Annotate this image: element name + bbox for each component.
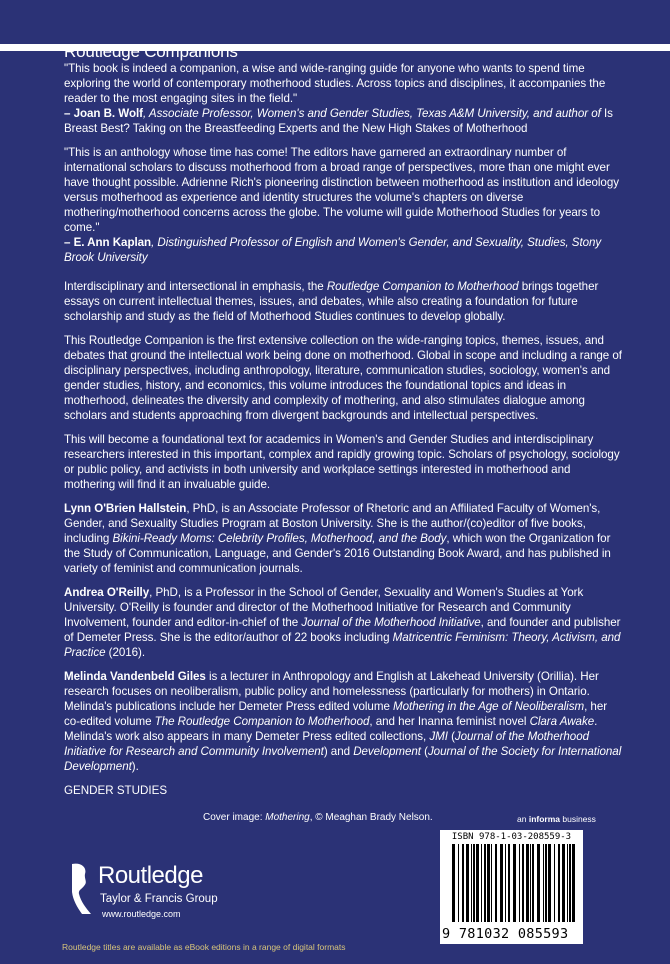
text: (2016). [105, 646, 146, 659]
text: brings together essays on current intellectual themes, issues, and debates, while also creating a foundation for future scholarship and study as the field of Motherhood Studies continues to develop globally. [64, 280, 599, 323]
book-title: Routledge Companion to Motherhood [326, 280, 519, 293]
footer [0, 804, 670, 964]
book-title: The Routledge Companion to Motherhood [154, 715, 370, 728]
quote-affiliation: , Associate Professor, Women's and Gender Studies, Texas A&M University, and author of [142, 107, 604, 120]
description-1 [64, 279, 624, 324]
editor-name: Lynn O'Brien Hallstein [64, 502, 187, 515]
journal-title: Journal of the Motherhood Initiative for Research and Community Involvement [64, 730, 589, 758]
informa-business [517, 814, 596, 824]
text: , her co-edited volume [64, 700, 608, 728]
quote-2-attribution [64, 235, 624, 265]
barcode-bar [495, 844, 497, 922]
quote-affiliation: , Distinguished Professor of English and Women's Gender, and Sexuality, Studies, Stony Brook University [64, 236, 602, 264]
quote-1: "This book is indeed a companion, a wise and wide-ranging guide for anyone who wants to spend time exploring the world of contemporary motherhood studies. Across topics and disciplines, it accompanies the reader to the most engaging sites in the field." [64, 62, 606, 105]
book-title: Journal of the Motherhood Initiative [301, 616, 481, 629]
subject-category: GENDER STUDIES [64, 784, 168, 797]
book-title: Bikini-Ready Moms: Celebrity Profiles, Motherhood, and the Body [112, 532, 447, 545]
barcode-bar [530, 844, 531, 922]
publisher-group: Taylor & Francis Group [100, 893, 218, 905]
barcode-bar [452, 844, 455, 922]
barcode-bar [458, 844, 459, 922]
barcode-bar [471, 844, 472, 922]
barcode-bar [572, 844, 575, 922]
barcode-bar [519, 844, 520, 922]
barcode-bar [545, 844, 547, 922]
barcode-bar [537, 844, 540, 922]
series-title: Routledge Companions [64, 42, 238, 61]
text: , and her Inanna feminist novel [369, 715, 530, 728]
barcode-bar [567, 844, 568, 922]
editor-bio-1 [64, 501, 624, 576]
journal-title: Development [353, 745, 421, 758]
text: ( [447, 730, 455, 743]
text: Cover image: [203, 812, 266, 823]
artwork-title: Mothering [265, 812, 310, 823]
barcode-bar [543, 844, 544, 922]
quote-1-attribution [64, 106, 624, 136]
text: is a lecturer in Anthropology and English at Lakehead University (Orillia). Her research focuses on neoliberalism, public policy and homelessness (particularly for mothers) in Ontario. Melinda's publications include her Demeter Press edited volume [64, 670, 599, 713]
barcode-bar [500, 844, 503, 922]
text: , PhD, is an Associate Professor of Rhetoric and an Affiliated Faculty of Women's, Gender, and Sexuality Studies Program at Boston University. She is the author/(co)editor of five books, including [64, 502, 601, 545]
barcode-bar [532, 844, 534, 922]
text: ( [420, 745, 428, 758]
editor-bio-3 [64, 669, 624, 774]
barcode-bar [491, 844, 492, 922]
barcode-bar [484, 844, 486, 922]
barcode-bar [505, 844, 506, 922]
barcode-bar [508, 844, 510, 922]
editor-name: Andrea O'Reilly [64, 586, 150, 599]
quote-author: – Joan B. Wolf [64, 107, 143, 120]
barcode-bar [554, 844, 555, 922]
barcode-bar [558, 844, 560, 922]
journal-title: JMI [429, 730, 448, 743]
book-title: Clara Awake [529, 715, 595, 728]
text: ). [131, 760, 139, 773]
publisher-url: www.routledge.com [102, 909, 181, 919]
informa-brand: informa [528, 814, 560, 824]
editor-bio-2 [64, 585, 624, 660]
barcode-bar [548, 844, 551, 922]
isbn-barcode [440, 830, 583, 944]
barcode-bar [569, 844, 571, 922]
text: business [560, 814, 596, 824]
routledge-logo [62, 862, 232, 932]
text: an [517, 814, 529, 824]
book-title: Matricentric Feminism: Theory, Activism, and Practice [64, 631, 621, 659]
ebook-note: Routledge titles are available as eBook editions in a range of digital formats [62, 942, 346, 952]
back-cover-text [64, 61, 624, 774]
barcode-bar [481, 844, 482, 922]
isbn-label: ISBN 978-1-03-208559-3 [451, 832, 572, 842]
book-title: Mothering in the Age of Neoliberalism [393, 700, 585, 713]
barcode-bar [513, 844, 516, 922]
text: . Melinda's work also appears in many Demeter Press edited collections, [64, 715, 598, 743]
routledge-head-icon [62, 862, 92, 916]
cover-credit [203, 812, 433, 824]
quote-book: Is Breast Best? Taking on the Breastfeeding Experts and the New High Stakes of Motherhood [64, 107, 613, 135]
text: , © Meaghan Brady Nelson. [309, 812, 433, 823]
barcode-bar [476, 844, 479, 922]
quote-author: – E. Ann Kaplan [64, 236, 152, 249]
text: ) and [323, 745, 354, 758]
journal-title: Journal of the Society for International Development [64, 745, 622, 773]
text: Interdisciplinary and intersectional in emphasis, the [64, 280, 327, 293]
barcode-bar [522, 844, 524, 922]
barcode-bar [473, 844, 475, 922]
barcode-bar [487, 844, 490, 922]
text: , and founder and publisher of Demeter Press. She is the editor/author of 22 books including [64, 616, 621, 644]
barcode-bar [526, 844, 529, 922]
barcode-bars [452, 844, 576, 922]
quote-2: "This is an anthology whose time has come! The editors have garnered an extraordinary number of international scholars to discuss motherhood from a broad range of perspectives, more than one might ever have thought possible. Adrienne Rich's pioneering distinction between motherhood as institution and ideology versus motherhood as experience and identity structures the volume's chapters on diverse mothering/motherhood concerns across the globe. The volume will guide Motherhood Studies for years to come." [64, 146, 619, 234]
publisher-name: Routledge [98, 862, 203, 889]
barcode-bar [466, 844, 469, 922]
description-2: This Routledge Companion is the first extensive collection on the wide-ranging topics, themes, issues, and debates that ground the intellectual work being done on motherhood. Global in scope and including a range of disciplinary perspectives, including anthropology, literature, communication studies, sociology, women's and gender studies, history, and economics, this volume introduces the foundational topics and ideas in motherhood, delineates the diversity and complexity of mothering, and also stimulates dialogue among scholars and students approaching from divergent backgrounds and intellectual perspectives. [64, 334, 622, 422]
description-3: This will become a foundational text for academics in Women's and Gender Studies and interdisciplinary researchers interested in this important, complex and rapidly growing topic. Scholars of psychology, sociology or public policy, and activists in both university and workplace settings interested in motherhood and mothering will find it an invaluable guide. [64, 433, 620, 491]
barcode-bar [562, 844, 565, 922]
editor-name: Melinda Vandenbeld Giles [64, 670, 206, 683]
ean-number: 9 781032 085593 [442, 926, 569, 942]
text: , PhD, is a Professor in the School of Gender, Sexuality and Women's Studies at York University. O'Reilly is founder and director of the Motherhood Initiative for Research and Community Involvement, founder and editor-in-chief of the [64, 586, 584, 629]
barcode-bar [462, 844, 464, 922]
text: , which won the Organization for the Study of Communication, Language, and Gender's 2016 Outstanding Book Award, and has published in variety of feminist and communication journals. [64, 532, 611, 575]
